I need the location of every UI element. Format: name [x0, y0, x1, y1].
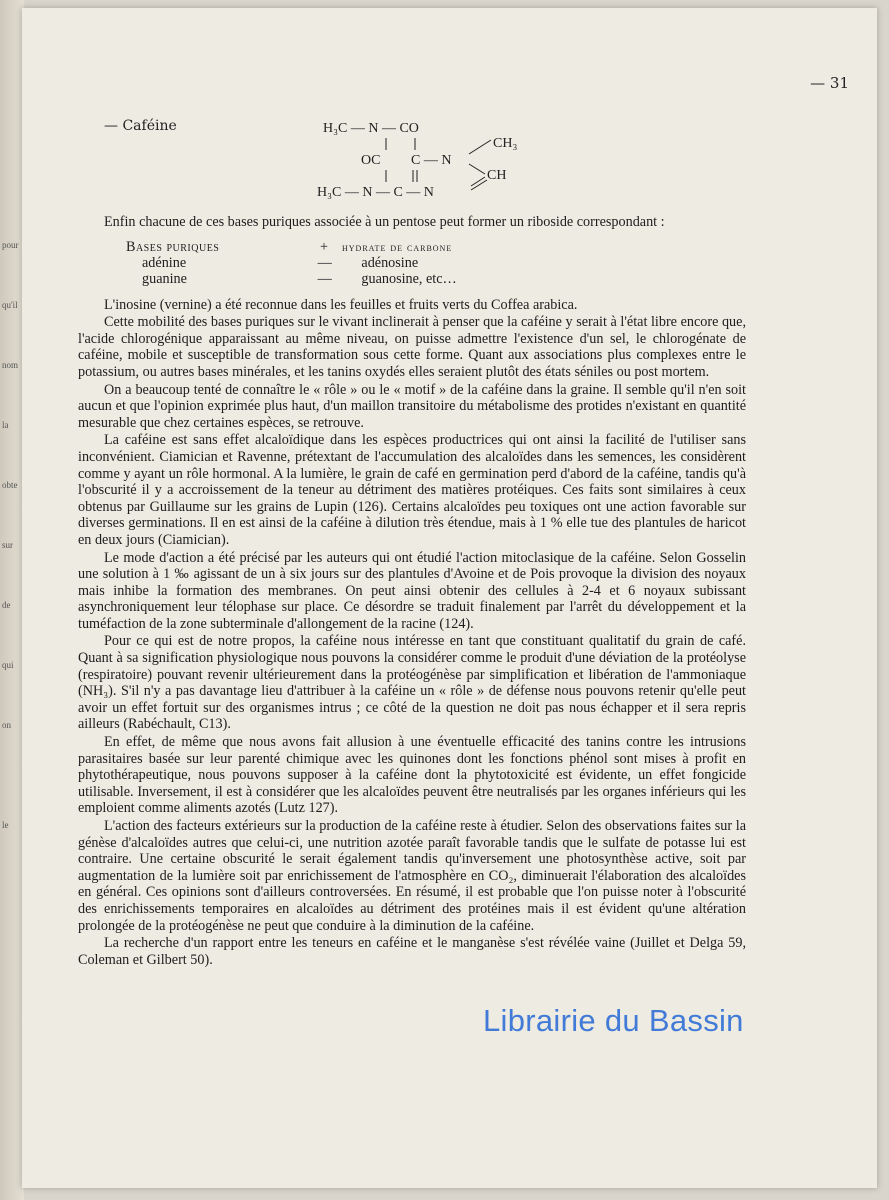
- table-cell: —: [317, 270, 332, 287]
- table-cell: adénine: [142, 254, 187, 271]
- table-cell: guanosine, etc…: [361, 270, 457, 287]
- page-number: — 31: [810, 74, 849, 92]
- formula-label: — Caféine: [104, 118, 177, 134]
- watermark-text: Librairie du Bassin: [483, 1003, 744, 1038]
- table-cell: —: [317, 254, 332, 271]
- margin-fragment: sur: [2, 540, 13, 550]
- paragraph: On a beaucoup tenté de connaître le « rôle » ou le « motif » de la caféine dans la graine. Il semble qu'il n'en soit aucun et que l'opinion exprimée plus haut, d'un maillon transitoire du métabolisme des protides n'existant en quantité mesurable que chez certaines espèces, se retrouve.: [78, 381, 746, 431]
- margin-fragment: nom: [2, 360, 19, 370]
- paragraph: La caféine est sans effet alcaloïdique dans les espèces productrices qui ont ainsi la facilité de l'utiliser sans inconvénient. Ciamician et Ravenne, prétextant de l'accumulation des alcaloïdes dans les semences, les considèrent comme y ayant un rôle hormonal. A la lumière, le grain de café en germination perd d'abord de la caféine, tandis qu'à l'obscurité il y a accroissement de la teneur au détriment des matières protéiques. Ces faits sont similaires à ceux obtenus par Guillaume sur les grains de Lupin (126). Certains alcaloïdes peu toxiques ont une action favorable sur diverses germinations. Il en est ainsi de la caféine à dilution très étendue, mais à 1 % elle tue des plantules de haricot en deux jours (Ciamician).: [78, 432, 746, 548]
- table-cell: adénosine: [361, 254, 419, 271]
- table-header-cell: Bases puriques: [126, 238, 220, 255]
- table-header-cell: hydrate de carbone: [342, 239, 453, 254]
- margin-fragment: le: [2, 820, 9, 830]
- table-row: [126, 255, 546, 271]
- margin-fragment: on: [2, 720, 11, 730]
- bond-line: [469, 140, 491, 154]
- paragraph: Le mode d'action a été précisé par les auteurs qui ont étudié l'action mitoclasique de la caféine. Selon Gosselin une solution à 1 ‰ agissant de un à six jours sur des plantules d'Avoine et de Pois provoque la division des noyaux mais inhibe la formation des membranes. On peut ainsi obtenir des cellules à 2-4 et 6 noyaux subissant asynchroniquement leur télophase sur place. Ce désordre se traduit finalement par l'arrêt du développement et la tuméfaction de la zone subterminale d'allongement de la racine (124).: [78, 549, 746, 632]
- adjacent-page-edge: [0, 0, 24, 1200]
- body-text: [78, 214, 746, 969]
- bond-line: [471, 177, 485, 186]
- margin-fragment: pour: [2, 240, 19, 250]
- paragraph: En effet, de même que nous avons fait allusion à une éventuelle efficacité des tanins contre les intrusions parasitaires basée sur leur parenté chimique avec les quinones dont les fonctions phénol sont mises à profit en phytothérapeutique, nous pouvons supposer à la caféine dont la phytotoxicité est évidente, un effet fongicide utilisable. Inversement, il est à considérer que les alcaloïdes peuvent être neutralisés par les organes inférieurs qui les emploient comme aliments azotés (Lutz 127).: [78, 734, 746, 817]
- purine-table: [126, 239, 546, 287]
- formula-ch: CH: [487, 168, 507, 183]
- paragraph: La recherche d'un rapport entre les teneurs en caféine et le manganèse s'est révélée vaine (Juillet et Delga 59, Coleman et Gilbert 50).: [78, 935, 746, 968]
- paragraph: Pour ce qui est de notre propos, la caféine nous intéresse en tant que constituant qualitatif du grain de café. Quant à sa signification physiologique nous pouvons la considérer comme le produit d'une déviation de la protéolyse (respiratoire) pouvant revenir ultérieurement dans la protéogénèse par simplification et libération de l'ammoniaque (NH₃). S'il n'y a pas davantage lieu d'attribuer à la caféine un « rôle » de défense nous pouvons retenir qu'elle peut avoir un effet fortuit sur des organismes intrus ; ce côté de la question ne doit pas nous échapper et il sera repris ailleurs (Rabéchault, C13).: [78, 633, 746, 733]
- margin-fragment: la: [2, 420, 9, 430]
- formula-row-2-mid: C — N: [411, 153, 452, 168]
- formula-ch3: CH₃: [493, 136, 518, 151]
- intro-paragraph: Enfin chacune de ces bases puriques associée à un pentose peut former un riboside correspondant :: [104, 214, 665, 230]
- formula-row-1: H₃C — N — CO: [323, 121, 419, 136]
- table-header-row: [126, 239, 546, 255]
- bond-line: [469, 164, 485, 174]
- paragraph: L'inosine (vernine) a été reconnue dans les feuilles et fruits verts du Coffea arabica.: [104, 296, 578, 313]
- margin-fragment: de: [2, 600, 11, 610]
- paragraph: L'action des facteurs extérieurs sur la production de la caféine reste à étudier. Selon des observations faites sur la génèse d'alcaloïdes autres que celui-ci, une nutrition azotée paraît favorable tandis que le sulfate de potasse lui est contraire. Une certaine obscurité le serait également tandis qu'inversement une photosynthèse active, soit par augmentation de la lumière soit par enrichissement de l'atmosphère en CO₂, diminuerait l'élaboration des alcaloïdes en général. Ces opinions sont d'ailleurs controversées. En résumé, il est probable que l'on puisse noter à l'obscurité des enrichissements temporaires en alcaloïdes au détriment des protéines mais il est évident qu'une altération prolongée de la protéogénèse ne peut que conduire à la diminution de la caféine.: [78, 818, 746, 934]
- table-header-cell: +: [319, 238, 328, 255]
- paragraph: Cette mobilité des bases puriques sur le vivant inclinerait à penser que la caféine y serait à l'état libre encore que, l'acide chlorogénique apparaissant au même niveau, on puisse admettre l'existence d'un sel, le chlorogénate de caféine, mobile et susceptible de transformation sous cette forme. Quant aux associations plus complexes entre le potassium, ou autres bases minérales, et les tanins oxydés elles seraient plutôt des états séniles ou post mortem.: [78, 314, 746, 380]
- margin-fragment: obte: [2, 480, 18, 490]
- margin-fragment: qui: [2, 660, 14, 670]
- table-cell: guanine: [142, 270, 187, 287]
- document-page: [22, 8, 877, 1188]
- table-row: [126, 271, 546, 287]
- formula-row-2-left: OC: [361, 153, 381, 168]
- formula-row-3: H₃C — N — C — N: [317, 185, 434, 200]
- caffeine-structural-formula: [307, 112, 547, 212]
- margin-fragment: qu'il: [2, 300, 18, 310]
